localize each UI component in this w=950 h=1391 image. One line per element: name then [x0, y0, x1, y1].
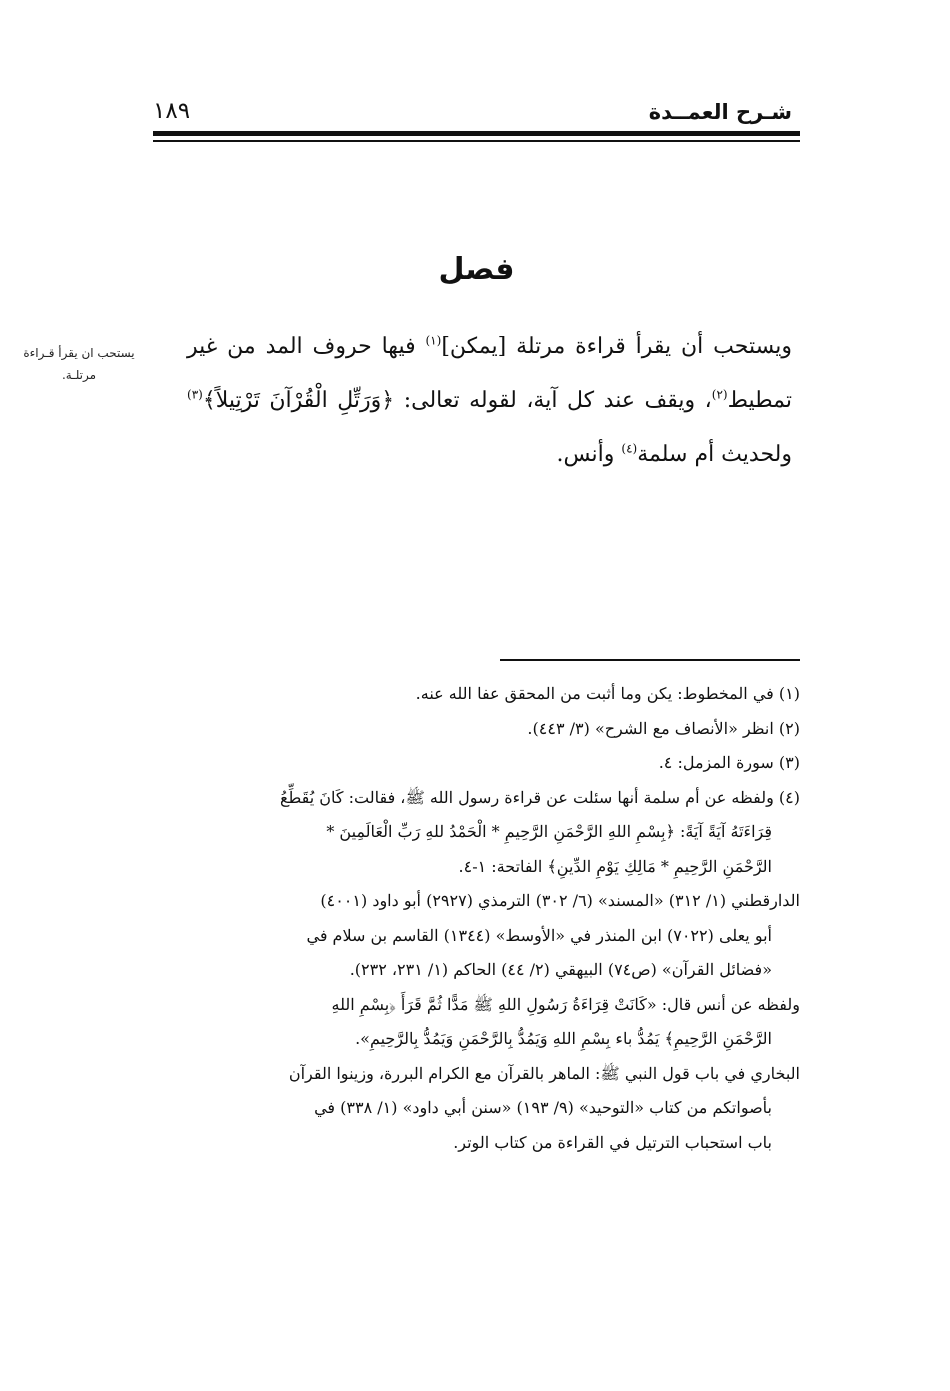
- footnote-4-line: الرَّحْمَنِ الرَّحِيمِ﴾ يَمُدُّ باء بِسْمِ اللهِ وَيَمُدُّ بِالرَّحْمَنِ وَيَمُدُّ بِالرَّحِيمِ».: [355, 1029, 772, 1048]
- footnote-4-line: قِرَاءَتَهُ آيَةً آيَةً: ﴿بِسْمِ اللهِ الرَّحْمَنِ الرَّحِيمِ * الْحَمْدُ للهِ رَبِّ الْعَالَمِينَ *: [326, 822, 772, 841]
- body-text-part: فيها حروف المد من غير تمطيط: [187, 334, 792, 413]
- footnote-separator: [500, 659, 800, 661]
- footnote-4-line: ولفظه عن أنس قال: «كَانَتْ قِرَاءَةُ رَسُولِ اللهِ ﷺ مَدًّا ثُمَّ قَرَأَ ﴿بِسْمِ اللهِ: [331, 994, 800, 1014]
- footnote-1: (١) في المخطوط: يكن وما أثبت من المحقق عفا الله عنه.: [415, 684, 800, 703]
- footnote-4-line: (٤) ولفظه عن أم سلمة أنها سئلت عن قراءة رسول الله ﷺ، فقالت: كَانَ يُقَطِّعُ: [280, 787, 800, 807]
- header-rule-thin: [153, 140, 800, 142]
- section-title: فصل: [438, 252, 515, 287]
- footnote-3: (٣) سورة المزمل: ٤.: [658, 753, 800, 772]
- margin-note: يستحب ان يقرأ قـراءة مرتلـة.: [23, 346, 135, 382]
- footnote-ref-3: (٣): [187, 387, 203, 402]
- body-text-part: ، ويقف عند كل آية، لقوله تعالى: ﴿وَرَتِّلِ الْقُرْآنَ تَرْتِيلاً﴾: [202, 388, 712, 413]
- footnote-4-line: أبو يعلى (٧٠٢٢) ابن المنذر في «الأوسط» (١٣٤٤) القاسم بن سلام في: [306, 925, 772, 945]
- footnote-4-line: «فضائل القرآن» (ص٧٤) البيهقي (٢/ ٤٤) الحاكم (١/ ٢٣١، ٢٣٢).: [349, 960, 772, 979]
- footnote-4-line: بأصواتكم من كتاب «التوحيد» (٩/ ١٩٣) «سنن أبي داود» (١/ ٣٣٨) في: [314, 1098, 772, 1117]
- footnote-2: (٢) انظر «الأنصاف مع الشرح» (٣/ ٤٤٣).: [527, 718, 800, 738]
- footnote-ref-1: (١): [425, 333, 442, 348]
- footnote-4-line: الرَّحْمَنِ الرَّحِيمِ * مَالِكِ يَوْمِ الدِّينِ﴾ الفاتحة: ١-٤.: [458, 856, 772, 876]
- body-text-part: ويستحب أن يقرأ قراءة مرتلة [يمكن]: [441, 334, 792, 359]
- page-number: ١٨٩: [153, 98, 191, 124]
- header-rule-thick: [153, 131, 800, 136]
- body-text-part: وأنس.: [556, 442, 622, 467]
- footnote-4-line: باب استحباب الترتيل في القراءة من كتاب الوتر.: [453, 1132, 772, 1152]
- footnote-ref-2: (٢): [711, 387, 728, 402]
- footnote-4-line: البخاري في باب قول النبي ﷺ: الماهر بالقرآن مع الكرام البررة، وزينوا القرآن: [288, 1063, 800, 1083]
- body-text-part: ولحديث أم سلمة: [637, 442, 792, 467]
- running-header-title: شـرح العمــدة: [648, 100, 792, 124]
- footnote-4-line: الدارقطني (١/ ٣١٢) «المسند» (٦/ ٣٠٢) الترمذي (٢٩٢٧) أبو داود (٤٠٠١): [320, 891, 800, 910]
- body-paragraph: [187, 320, 792, 482]
- footnote-ref-4: (٤): [621, 441, 638, 456]
- footnotes: [145, 677, 800, 1160]
